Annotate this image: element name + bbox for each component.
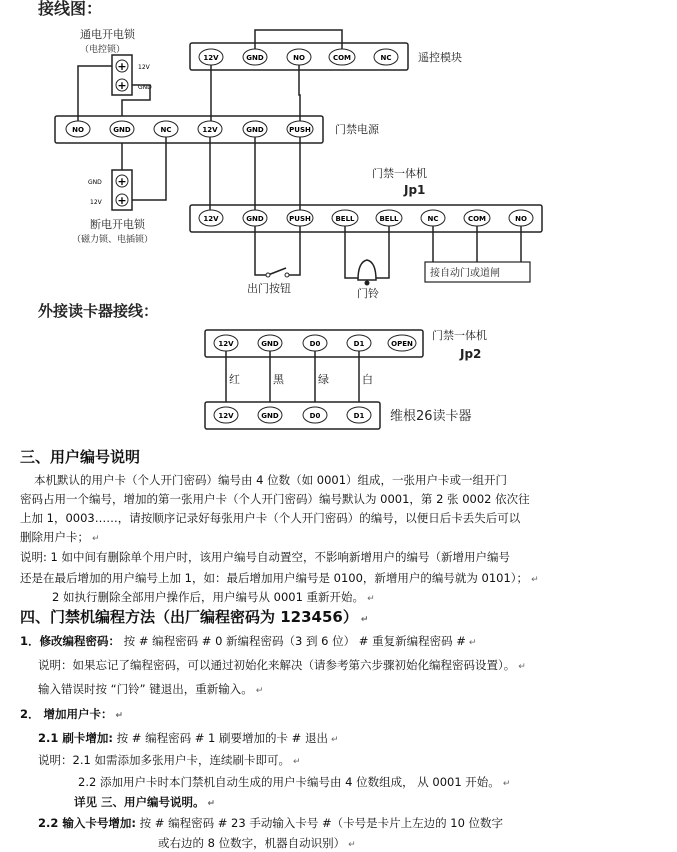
bell-icon bbox=[358, 260, 376, 286]
jp1-pin: 12V bbox=[203, 215, 219, 223]
paragraph-line bbox=[38, 682, 263, 698]
paragraph-line bbox=[78, 775, 510, 791]
s3-p3: 上加 1，0003……，请按顺序记录好每张用户卡（个人开门密码）的编号，以便日后卡丢失后可以 bbox=[20, 511, 521, 525]
s3-p2: 密码占用一个编号，增加的第一张用户卡（个人开门密码）编号默认为 0001，第 2 张 0002 依次往 bbox=[20, 492, 530, 506]
lock-on-pin-gnd: GND bbox=[138, 84, 152, 91]
jp2-pin: D1 bbox=[353, 340, 365, 348]
paragraph-mark: ↵ bbox=[292, 757, 301, 767]
s4-2-label: 2． 增加用户卡： bbox=[20, 707, 113, 721]
remote-pin: GND bbox=[246, 54, 264, 62]
s4-22-text2: 或右边的 8 位数字，机器自动识别） bbox=[158, 836, 346, 850]
s4-21-note: 说明：2.1 如需添加多张用户卡，连续刷卡即可。 bbox=[38, 753, 290, 767]
s3-note1: 说明: 1 如中间有删除单个用户时，该用户编号自动置空，不影响新增用户的编号（新增用户编号 bbox=[20, 550, 510, 564]
s3-p1: 本机默认的用户卡（个人开门密码）编号由 4 位数（如 0001）组成，一张用户卡或一组开门 bbox=[34, 473, 508, 487]
power-supply-box bbox=[55, 116, 323, 143]
jp1-pin: PUSH bbox=[289, 215, 311, 223]
wire-color-red: 红 bbox=[229, 373, 240, 386]
paragraph-line bbox=[20, 571, 539, 587]
paragraph-line bbox=[38, 658, 526, 674]
paragraph-mark: ↵ bbox=[255, 686, 264, 696]
power-pin: NO bbox=[72, 126, 84, 134]
paragraph-mark: ↵ bbox=[92, 534, 100, 544]
wire-color-green: 绿 bbox=[318, 373, 329, 386]
paragraph-mark: ↵ bbox=[207, 799, 216, 809]
svg-text:+: + bbox=[117, 60, 127, 73]
power-pin: PUSH bbox=[289, 126, 311, 134]
s3-p4: 删除用户卡； bbox=[20, 530, 89, 544]
s4-22-ref: 详见 三、用户编号说明。 bbox=[74, 795, 205, 809]
jp2-pin: 12V bbox=[218, 340, 234, 348]
s4-1-text: 按 # 编程密码 # 0 新编程密码（3 到 6 位） # 重复新编程密码 # bbox=[123, 634, 466, 648]
s4-22-label: 2.2 输入卡号增加: bbox=[38, 816, 136, 830]
paragraph-mark: ↵ bbox=[330, 735, 339, 745]
section-4-title bbox=[20, 610, 368, 627]
power-pin: NC bbox=[160, 126, 172, 134]
s4-21-label: 2.1 刷卡增加: bbox=[38, 731, 113, 745]
lock-off-pin-gnd: GND bbox=[88, 179, 102, 186]
paragraph-line bbox=[38, 731, 339, 747]
lock-on-terminal bbox=[112, 55, 152, 95]
remote-pin: NC bbox=[380, 54, 392, 62]
lock-on-title: 通电开电锁 bbox=[80, 28, 135, 41]
s4-21-text: 按 # 编程密码 # 1 刷要增加的卡 # 退出 bbox=[116, 731, 328, 745]
controller1-title: 门禁一体机 bbox=[372, 167, 427, 180]
reader-title: 外接读卡器接线： bbox=[38, 302, 159, 320]
reader-pin: 12V bbox=[218, 412, 234, 420]
jp1-pin: BELL bbox=[335, 215, 355, 223]
remote-pin: COM bbox=[332, 54, 352, 62]
paragraph-mark: ↵ bbox=[518, 662, 526, 672]
paragraph-line bbox=[38, 816, 503, 830]
svg-text:+: + bbox=[117, 175, 127, 188]
paragraph-line bbox=[38, 753, 301, 769]
s4-22-text: 按 # 编程密码 # 23 手动输入卡号 #（卡号是卡片上左边的 10 位数字 bbox=[139, 816, 504, 830]
paragraph-mark: ↵ bbox=[468, 638, 477, 648]
lock-off-pin-12v: 12V bbox=[90, 199, 102, 206]
controller2-title: 门禁一体机 bbox=[432, 329, 487, 342]
jp1-pin: NC bbox=[427, 215, 439, 223]
paragraph-line bbox=[20, 511, 520, 525]
doorbell-label: 门铃 bbox=[357, 287, 379, 300]
s4-22-note: 2.2 添加用户卡时本门禁机自动生成的用户卡编号由 4 位数组成， 从 0001 开始。 bbox=[78, 775, 500, 789]
paragraph-line bbox=[20, 634, 476, 650]
paragraph-mark: ↵ bbox=[360, 615, 369, 625]
section-3-title bbox=[20, 450, 140, 464]
paragraph-line bbox=[20, 530, 100, 546]
reader-pin: GND bbox=[261, 412, 279, 420]
paragraph-line bbox=[52, 590, 375, 606]
paragraph-mark: ↵ bbox=[502, 779, 511, 789]
paragraph-line bbox=[20, 550, 510, 564]
paragraph-line bbox=[20, 492, 530, 506]
jp2-pin: GND bbox=[261, 340, 279, 348]
svg-text:+: + bbox=[117, 194, 127, 207]
document-text bbox=[0, 444, 677, 852]
diagram-title: 接线图： bbox=[38, 0, 103, 18]
lock-off-sub: （磁力锁、电插锁） bbox=[72, 235, 154, 245]
reader-pin: D0 bbox=[309, 412, 321, 420]
reader-label: 维根26读卡器 bbox=[390, 409, 472, 424]
paragraph-mark: ↵ bbox=[348, 840, 356, 850]
s4-1-note1: 说明：如果忘记了编程密码，可以通过初始化来解决（请参考第六步骤初始化编程密码设置）。 bbox=[38, 658, 516, 672]
section-3-title-text: 三、用户编号说明 bbox=[20, 448, 141, 466]
jp1-pin: NO bbox=[515, 215, 527, 223]
controller1-sub: Jp1 bbox=[404, 183, 426, 197]
lock-on-pin-12v: 12V bbox=[138, 64, 150, 71]
exit-button-label: 出门按钮 bbox=[247, 282, 291, 295]
paragraph-line bbox=[34, 473, 507, 487]
power-pin: 12V bbox=[202, 126, 218, 134]
jp1-pin: COM bbox=[467, 215, 487, 223]
lock-off-title: 断电开电锁 bbox=[90, 218, 145, 231]
paragraph-mark: ↵ bbox=[367, 594, 375, 604]
s3-note2: 还是在最后增加的用户编号上加 1，如：最后增加用户编号是 0100，新增用户的编号就为 0101）； bbox=[20, 571, 529, 585]
power-pin: GND bbox=[113, 126, 131, 134]
wire-color-white: 白 bbox=[362, 373, 373, 386]
jp1-pin: BELL bbox=[379, 215, 399, 223]
power-supply-label: 门禁电源 bbox=[335, 123, 379, 136]
remote-module-label: 遥控模块 bbox=[418, 51, 462, 64]
jp2-pin: OPEN bbox=[391, 340, 413, 348]
paragraph-line bbox=[158, 836, 356, 852]
reader-wires bbox=[226, 351, 359, 407]
paragraph-mark: ↵ bbox=[115, 711, 124, 721]
lock-on-sub: （电控锁） bbox=[80, 45, 126, 55]
svg-text:+: + bbox=[117, 79, 127, 92]
section-4-title-text: 四、门禁机编程方法（出厂编程密码为 123456） bbox=[20, 608, 358, 626]
auto-door-label: 接自动门或道闸 bbox=[430, 268, 500, 279]
lock-off-terminal bbox=[88, 170, 132, 210]
jp1-pin: GND bbox=[246, 215, 264, 223]
wire-color-black: 黑 bbox=[273, 373, 284, 386]
controller2-sub: Jp2 bbox=[460, 347, 482, 361]
reader-pin: D1 bbox=[353, 412, 365, 420]
power-pin: GND bbox=[246, 126, 264, 134]
jp2-pin: D0 bbox=[309, 340, 321, 348]
s4-1-label: 1．修改编程密码： bbox=[20, 634, 121, 648]
s3-note3: 2 如执行删除全部用户操作后，用户编号从 0001 重新开始。 bbox=[52, 590, 365, 604]
paragraph-mark: ↵ bbox=[531, 575, 539, 585]
remote-pin: NO bbox=[293, 54, 305, 62]
remote-pin: 12V bbox=[203, 54, 219, 62]
s4-1-note2: 输入错误时按 “门铃” 键退出，重新输入。 bbox=[38, 682, 253, 696]
paragraph-line bbox=[20, 707, 123, 723]
paragraph-line bbox=[74, 795, 215, 811]
